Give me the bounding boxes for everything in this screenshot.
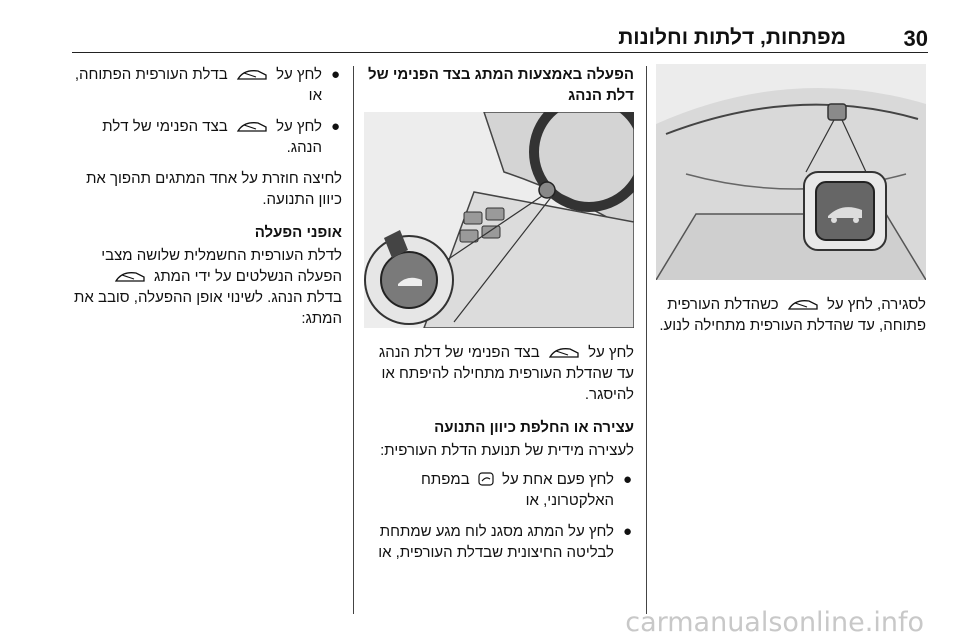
column-3	[72, 64, 342, 341]
stop-intro: לעצירה מידית של תנועת הדלת העורפית:	[380, 442, 634, 459]
watermark: carmanualsonline.info	[625, 607, 924, 638]
column-divider	[646, 66, 647, 614]
section-title: הפעלה באמצעות המתג בצד הפנימי של דלת הנהג	[368, 66, 634, 104]
tailgate-interior-drawing	[656, 64, 926, 280]
key-tailgate-icon	[478, 472, 494, 486]
door-switch-instruction: לחץ על בצד הפנימי של דלת הנהג עד שהדלת העורפית מתחילה להיפתח או להיסגר.	[378, 344, 634, 403]
list-item: ● לחץ פעם אחת על במפתח האלקטרוני, או	[421, 471, 632, 509]
operation-modes-text: לדלת העורפית החשמלית שלושה מצבי הפעלה הנשלטים על ידי המתג בדלת הנהג. לשינוי אופן ההפעלה, סובב את המתג:	[74, 247, 342, 327]
tailgate-icon	[114, 269, 146, 283]
tailgate-switch-illustration	[656, 64, 926, 280]
tailgate-icon	[236, 119, 268, 133]
column-divider	[353, 66, 354, 614]
driver-door-drawing	[364, 112, 634, 328]
reverse-note: לחיצה חוזרת על אחד המתגים תהפוך את כיוון התנועה.	[86, 170, 342, 208]
close-instruction: לסגירה, לחץ על כשהדלת העורפית פתוחה, עד שהדלת העורפית מתחילה לנוע.	[659, 296, 926, 334]
stop-methods-list-continued	[72, 64, 342, 158]
list-item: ● לחץ על בצד הפנימי של דלת הנהג.	[102, 118, 340, 156]
tailgate-icon	[548, 345, 580, 359]
chapter-title: מפתחות, דלתות וחלונות	[618, 26, 846, 49]
driver-door-switch-illustration	[364, 112, 634, 328]
stop-reverse-heading: עצירה או החלפת כיוון התנועה	[434, 419, 634, 436]
column-1	[656, 64, 926, 348]
tailgate-icon	[236, 67, 268, 81]
page-number: 30	[903, 26, 928, 51]
header-rule	[72, 52, 928, 53]
stop-methods-list	[364, 469, 634, 563]
list-item: ● לחץ על בדלת העורפית הפתוחה, או	[74, 66, 340, 104]
page-header	[0, 0, 960, 56]
list-item: ● לחץ על המתג מסגנ לוח מגע שמתחת לבליטה החיצונית שבדלת העורפית, או	[378, 523, 632, 561]
column-2	[364, 64, 634, 573]
tailgate-icon	[787, 297, 819, 311]
operation-modes-heading: אופני הפעלה	[254, 224, 342, 241]
